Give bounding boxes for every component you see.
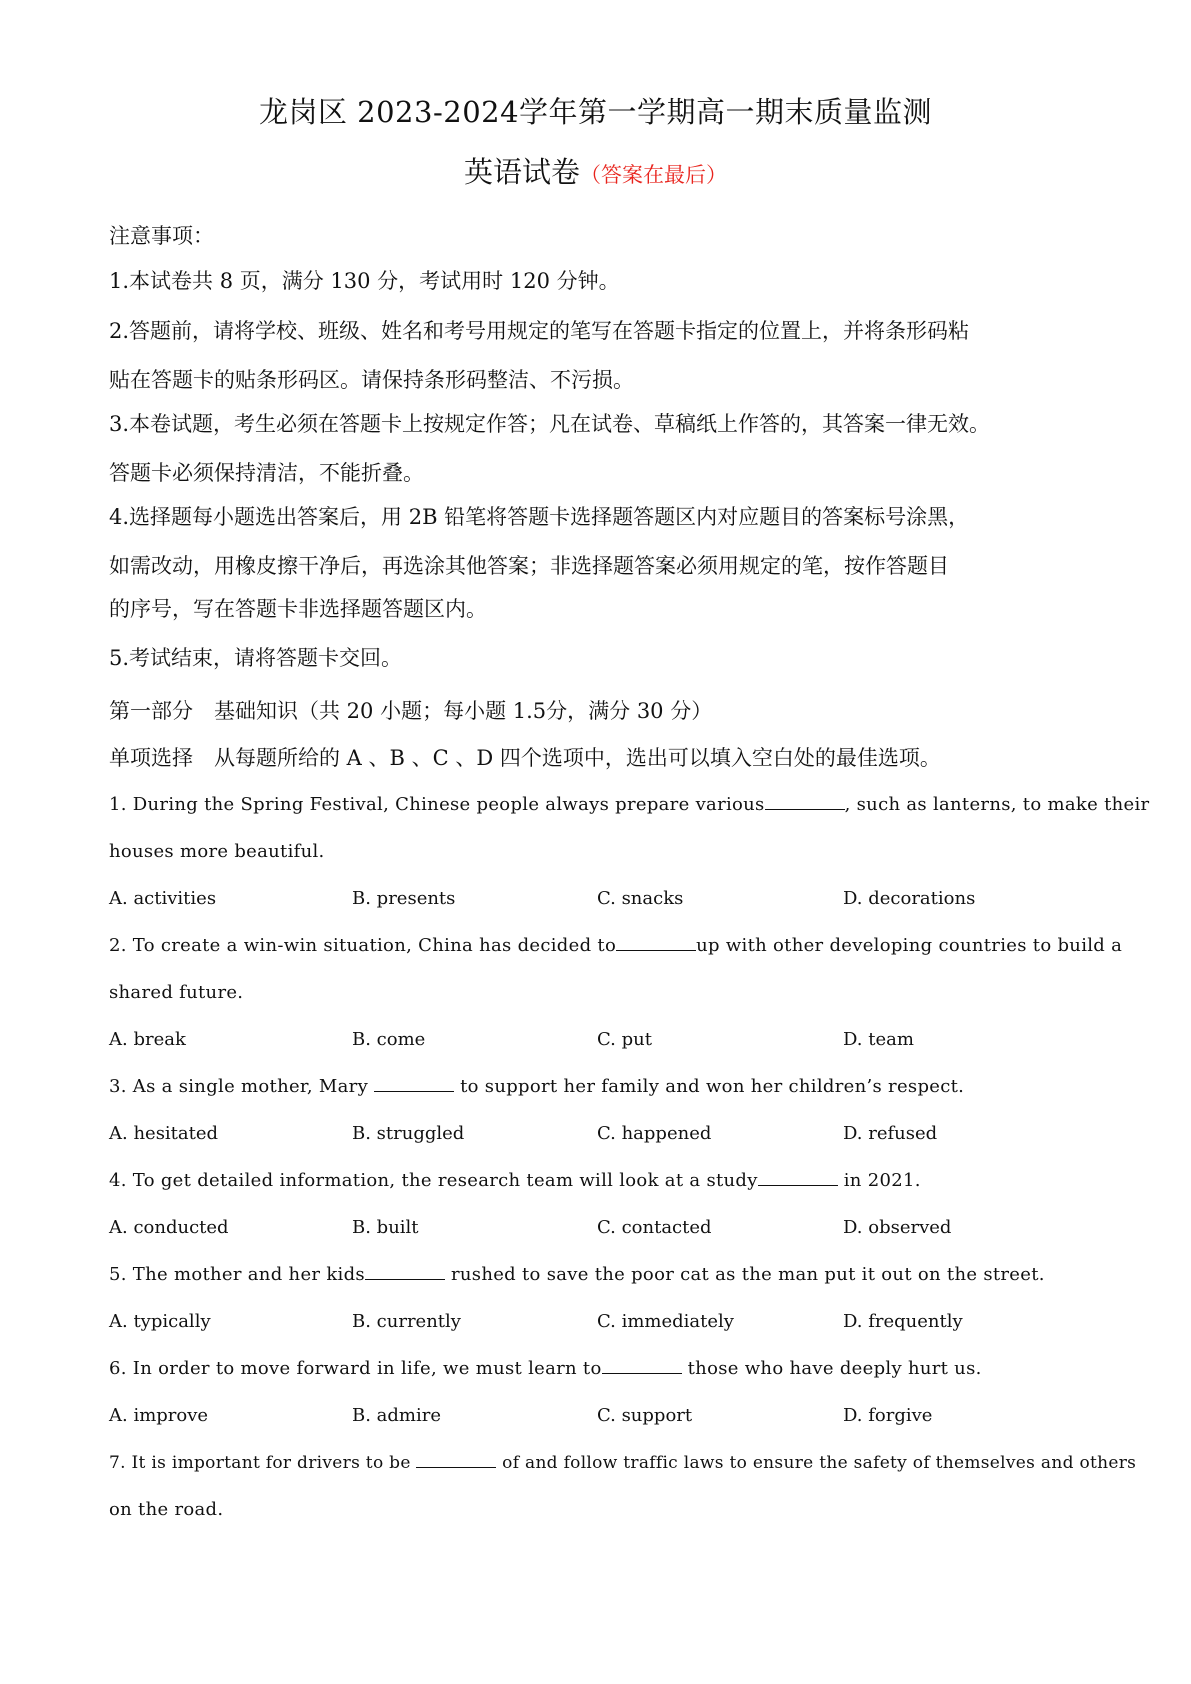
option-c: C. support: [597, 1405, 693, 1426]
option-c: C. immediately: [597, 1311, 734, 1332]
exam-title: 龙岗区 2023-2024学年第一学期高一期末质量监测: [258, 95, 933, 129]
answer-blank: [616, 932, 696, 951]
notice-line: 答题卡必须保持清洁，不能折叠。: [109, 461, 424, 485]
option-b: B. currently: [352, 1311, 461, 1332]
notice-line: 贴在答题卡的贴条形码区。请保持条形码整洁、不污损。: [109, 368, 634, 392]
option-a: A. conducted: [109, 1217, 229, 1238]
notice-line: 如需改动，用橡皮擦干净后，再选涂其他答案；非选择题答案必须用规定的笔，按作答题目: [109, 554, 949, 578]
notice-heading: 注意事项：: [109, 224, 214, 248]
question-stem: 7. It is important for drivers to be of and follow traffic laws to ensure the safety of themselves and others: [109, 1448, 1136, 1478]
notice-line: 5.考试结束，请将答题卡交回。: [109, 646, 403, 670]
notice-line: 1.本试卷共 8 页，满分 130 分，考试用时 120 分钟。: [109, 269, 620, 293]
option-b: B. presents: [352, 888, 456, 909]
question-stem-continued: shared future.: [109, 982, 244, 1003]
question-stem: 5. The mother and her kids rushed to save the poor cat as the man put it out on the street.: [109, 1260, 1045, 1290]
question-options: [109, 1025, 1109, 1055]
option-b: B. come: [352, 1029, 426, 1050]
question-stem: 4. To get detailed information, the research team will look at a study in 2021.: [109, 1166, 921, 1196]
option-a: A. hesitated: [109, 1123, 219, 1144]
option-d: D. forgive: [843, 1405, 933, 1426]
answer-blank: [602, 1355, 682, 1374]
option-d: D. observed: [843, 1217, 952, 1238]
option-c: C. snacks: [597, 888, 684, 909]
answer-note: （答案在最后）: [580, 163, 727, 187]
question-stem-continued: on the road.: [109, 1499, 224, 1520]
section-instruction: 单项选择 从每题所给的 A 、B 、C 、D 四个选项中，选出可以填入空白处的最佳选项。: [109, 746, 941, 770]
answer-blank: [765, 791, 845, 810]
question-stem: 2. To create a win-win situation, China has decided to up with other developing countries to build a: [109, 931, 1122, 961]
question-options: [109, 1213, 1109, 1243]
option-d: D. frequently: [843, 1311, 963, 1332]
question-stem: 6. In order to move forward in life, we must learn to those who have deeply hurt us.: [109, 1354, 982, 1384]
subject-title: 英语试卷: [463, 155, 580, 189]
notice-line: 3.本卷试题，考生必须在答题卡上按规定作答；凡在试卷、草稿纸上作答的，其答案一律无效。: [109, 412, 991, 436]
question-stem: 3. As a single mother, Mary to support her family and won her children’s respect.: [109, 1072, 964, 1102]
option-c: C. contacted: [597, 1217, 712, 1238]
option-a: A. activities: [109, 888, 217, 909]
notice-line: 4.选择题每小题选出答案后，用 2B 铅笔将答题卡选择题答题区内对应题目的答案标号涂黑，: [109, 505, 970, 529]
answer-blank: [758, 1167, 838, 1186]
answer-blank: [374, 1073, 454, 1092]
option-d: D. refused: [843, 1123, 938, 1144]
question-options: [109, 1401, 1109, 1431]
option-c: C. put: [597, 1029, 652, 1050]
option-d: D. decorations: [843, 888, 976, 909]
option-b: B. struggled: [352, 1123, 465, 1144]
question-options: [109, 1119, 1109, 1149]
notice-line: 2.答题前，请将学校、班级、姓名和考号用规定的笔写在答题卡指定的位置上，并将条形码粘: [109, 319, 970, 343]
question-options: [109, 1307, 1109, 1337]
answer-blank: [416, 1449, 496, 1468]
answer-blank: [365, 1261, 445, 1280]
option-b: B. admire: [352, 1405, 442, 1426]
option-a: A. break: [109, 1029, 186, 1050]
option-b: B. built: [352, 1217, 419, 1238]
option-a: A. typically: [109, 1311, 211, 1332]
option-c: C. happened: [597, 1123, 712, 1144]
exam-subtitle: [0, 150, 1191, 191]
question-options: [109, 884, 1109, 914]
option-a: A. improve: [109, 1405, 209, 1426]
section-heading: 第一部分 基础知识（共 20 小题；每小题 1.5分，满分 30 分）: [109, 699, 713, 723]
question-stem-continued: houses more beautiful.: [109, 841, 325, 862]
question-stem: 1. During the Spring Festival, Chinese people always prepare various , such as lanterns, to make their: [109, 790, 1149, 820]
option-d: D. team: [843, 1029, 914, 1050]
notice-line: 的序号，写在答题卡非选择题答题区内。: [109, 597, 487, 621]
